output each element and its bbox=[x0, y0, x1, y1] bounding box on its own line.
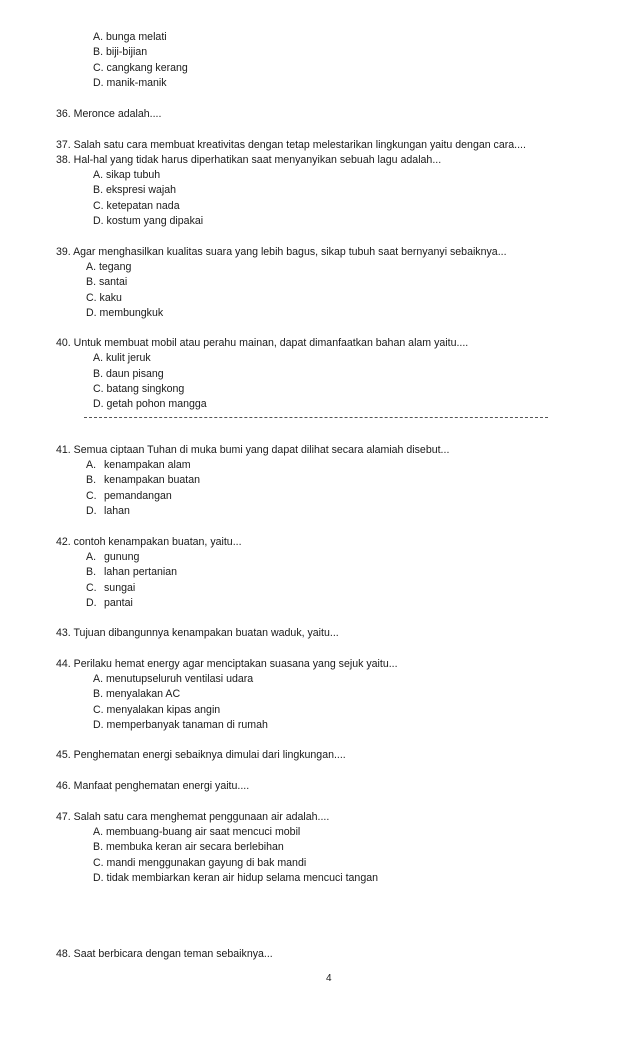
option-text: lahan bbox=[104, 505, 130, 517]
question-45: 45. Penghematan energi sebaiknya dimulai dari lingkungan.... bbox=[56, 749, 346, 761]
q47-option-c: C. mandi menggunakan gayung di bak mandi bbox=[93, 857, 307, 869]
q40-option-d: D. getah pohon mangga bbox=[93, 398, 207, 410]
q42-option-b bbox=[86, 566, 177, 579]
option-text: gunung bbox=[104, 551, 140, 563]
question-37: 37. Salah satu cara membuat kreativitas dengan tetap melestarikan lingkungan yaitu dengan cara.... bbox=[56, 139, 526, 151]
question-48: 48. Saat berbicara dengan teman sebaiknya... bbox=[56, 948, 273, 960]
question-41: 41. Semua ciptaan Tuhan di muka bumi yang dapat dilihat secara alamiah disebut... bbox=[56, 444, 450, 456]
option-letter: A. bbox=[86, 551, 97, 563]
option-text: kenampakan buatan bbox=[104, 474, 201, 486]
q41-option-b bbox=[86, 474, 200, 487]
question-39: 39. Agar menghasilkan kualitas suara yang lebih bagus, sikap tubuh saat bernyanyi sebaiknya... bbox=[56, 246, 507, 258]
option-letter: A. bbox=[86, 459, 97, 471]
q42-option-c bbox=[86, 582, 135, 595]
q39-option-d: D. membungkuk bbox=[86, 307, 164, 319]
option-letter: D. bbox=[86, 597, 97, 609]
q35-option-c: C. cangkang kerang bbox=[93, 62, 188, 74]
q44-option-b: B. menyalakan AC bbox=[93, 688, 181, 700]
q47-option-d: D. tidak membiarkan keran air hidup selama mencuci tangan bbox=[93, 872, 378, 884]
question-40: 40. Untuk membuat mobil atau perahu mainan, dapat dimanfaatkan bahan alam yaitu.... bbox=[56, 337, 469, 349]
q44-option-c: C. menyalakan kipas angin bbox=[93, 704, 221, 716]
q38-option-c: C. ketepatan nada bbox=[93, 200, 180, 212]
q44-option-d: D. memperbanyak tanaman di rumah bbox=[93, 719, 268, 731]
question-47: 47. Salah satu cara menghemat penggunaan air adalah.... bbox=[56, 811, 330, 823]
option-text: sungai bbox=[104, 582, 136, 594]
page-number: 4 bbox=[326, 973, 332, 984]
question-43: 43. Tujuan dibangunnya kenampakan buatan waduk, yaitu... bbox=[56, 627, 339, 639]
question-38: 38. Hal-hal yang tidak harus diperhatikan saat menyanyikan sebuah lagu adalah... bbox=[56, 154, 442, 166]
q47-option-a: A. membuang-buang air saat mencuci mobil bbox=[93, 826, 301, 838]
q41-option-d bbox=[86, 505, 130, 518]
q35-option-a: A. bunga melati bbox=[93, 31, 167, 43]
option-text: kenampakan alam bbox=[104, 459, 191, 471]
question-44: 44. Perilaku hemat energy agar menciptakan suasana yang sejuk yaitu... bbox=[56, 658, 398, 670]
option-letter: C. bbox=[86, 490, 97, 502]
option-text: pantai bbox=[104, 597, 133, 609]
question-42: 42. contoh kenampakan buatan, yaitu... bbox=[56, 536, 242, 548]
q40-option-b: B. daun pisang bbox=[93, 368, 164, 380]
question-46: 46. Manfaat penghematan energi yaitu.... bbox=[56, 780, 250, 792]
q38-option-b: B. ekspresi wajah bbox=[93, 184, 177, 196]
q42-option-a bbox=[86, 551, 139, 564]
q40-option-c: C. batang singkong bbox=[93, 383, 185, 395]
q35-option-d: D. manik-manik bbox=[93, 77, 167, 89]
q42-option-d bbox=[86, 597, 133, 610]
q40-option-a: A. kulit jeruk bbox=[93, 352, 151, 364]
q39-option-b: B. santai bbox=[86, 276, 128, 288]
q39-option-a: A. tegang bbox=[86, 261, 132, 273]
option-letter: D. bbox=[86, 505, 97, 517]
q39-option-c: C. kaku bbox=[86, 292, 122, 304]
option-letter: C. bbox=[86, 582, 97, 594]
q38-option-d: D. kostum yang dipakai bbox=[93, 215, 204, 227]
q38-option-a: A. sikap tubuh bbox=[93, 169, 161, 181]
q41-option-c bbox=[86, 490, 172, 503]
section-divider bbox=[84, 417, 548, 418]
q35-option-b: B. biji-bijian bbox=[93, 46, 148, 58]
option-letter: B. bbox=[86, 474, 97, 486]
option-text: lahan pertanian bbox=[104, 566, 178, 578]
question-36: 36. Meronce adalah.... bbox=[56, 108, 162, 120]
q47-option-b: B. membuka keran air secara berlebihan bbox=[93, 841, 284, 853]
q41-option-a bbox=[86, 459, 191, 472]
option-letter: B. bbox=[86, 566, 97, 578]
q44-option-a: A. menutupseluruh ventilasi udara bbox=[93, 673, 254, 685]
option-text: pemandangan bbox=[104, 490, 172, 502]
